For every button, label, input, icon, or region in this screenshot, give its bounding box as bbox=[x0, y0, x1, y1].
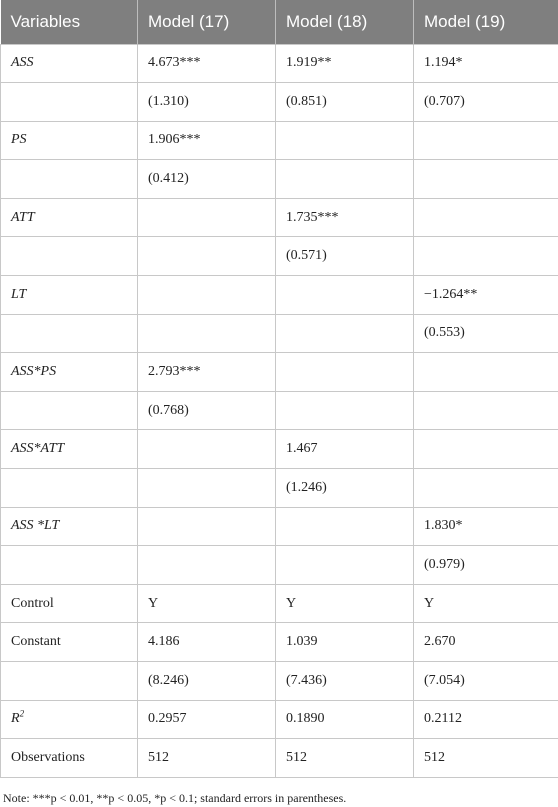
table-cell-model-17: 2.793*** bbox=[138, 353, 276, 392]
row-label bbox=[1, 121, 138, 160]
row-label-superscript: 2 bbox=[19, 708, 25, 719]
row-label bbox=[1, 584, 138, 623]
row-label-text: ASS*PS bbox=[11, 364, 57, 380]
row-label-text: Constant bbox=[11, 634, 61, 650]
table-cell-model-18: 0.1890 bbox=[276, 700, 414, 739]
row-label bbox=[1, 469, 138, 508]
table-row bbox=[1, 623, 558, 662]
table-row bbox=[1, 662, 558, 701]
row-label bbox=[1, 623, 138, 662]
table-row bbox=[1, 314, 558, 353]
table-cell-model-18 bbox=[276, 391, 414, 430]
table-body bbox=[1, 44, 558, 777]
row-label bbox=[1, 546, 138, 585]
row-label bbox=[1, 44, 138, 83]
table-cell-model-18: 1.919** bbox=[276, 44, 414, 83]
table-cell-model-19: 512 bbox=[414, 739, 558, 778]
table-cell-model-18: 1.039 bbox=[276, 623, 414, 662]
row-label bbox=[1, 160, 138, 199]
table-cell-model-18: (1.246) bbox=[276, 469, 414, 508]
table-cell-model-17 bbox=[138, 314, 276, 353]
table-cell-model-18 bbox=[276, 160, 414, 199]
row-label bbox=[1, 507, 138, 546]
table-cell-model-18 bbox=[276, 314, 414, 353]
row-label bbox=[1, 314, 138, 353]
table-row bbox=[1, 44, 558, 83]
table-cell-model-19: Y bbox=[414, 584, 558, 623]
table-cell-model-17 bbox=[138, 469, 276, 508]
row-label bbox=[1, 276, 138, 315]
table-cell-model-19 bbox=[414, 391, 558, 430]
row-label-text: Control bbox=[11, 595, 54, 611]
table-row bbox=[1, 121, 558, 160]
table-row bbox=[1, 584, 558, 623]
header-row bbox=[1, 0, 558, 44]
row-label bbox=[1, 83, 138, 122]
table-cell-model-17: 0.2957 bbox=[138, 700, 276, 739]
table-row bbox=[1, 700, 558, 739]
table-cell-model-17: 4.186 bbox=[138, 623, 276, 662]
table-row bbox=[1, 469, 558, 508]
table-cell-model-19 bbox=[414, 469, 558, 508]
table-cell-model-19 bbox=[414, 121, 558, 160]
table-cell-model-19 bbox=[414, 198, 558, 237]
table-cell-model-17 bbox=[138, 507, 276, 546]
row-label-text: ASS *LT bbox=[11, 518, 60, 534]
table-cell-model-19: 1.194* bbox=[414, 44, 558, 83]
row-label bbox=[1, 198, 138, 237]
table-cell-model-19: 2.670 bbox=[414, 623, 558, 662]
row-label-text: PS bbox=[11, 132, 27, 148]
table-cell-model-17: 512 bbox=[138, 739, 276, 778]
table-row bbox=[1, 739, 558, 778]
table-cell-model-19: (7.054) bbox=[414, 662, 558, 701]
table-row bbox=[1, 353, 558, 392]
table-row bbox=[1, 237, 558, 276]
row-label-text: ASS*ATT bbox=[11, 441, 65, 457]
row-label bbox=[1, 662, 138, 701]
table-row bbox=[1, 546, 558, 585]
row-label-text: LT bbox=[11, 286, 27, 302]
table-cell-model-18 bbox=[276, 121, 414, 160]
row-label bbox=[1, 700, 138, 739]
row-label bbox=[1, 353, 138, 392]
table-row bbox=[1, 430, 558, 469]
table-cell-model-19: (0.553) bbox=[414, 314, 558, 353]
table-cell-model-18: (7.436) bbox=[276, 662, 414, 701]
header-model-18: Model (18) bbox=[276, 0, 414, 44]
table-cell-model-19: 1.830* bbox=[414, 507, 558, 546]
table-cell-model-19 bbox=[414, 160, 558, 199]
table-cell-model-17 bbox=[138, 198, 276, 237]
table-cell-model-17: 1.906*** bbox=[138, 121, 276, 160]
table-cell-model-18: 1.735*** bbox=[276, 198, 414, 237]
table-cell-model-19 bbox=[414, 237, 558, 276]
table-cell-model-17: (0.412) bbox=[138, 160, 276, 199]
table-cell-model-18: Y bbox=[276, 584, 414, 623]
table-cell-model-17: Y bbox=[138, 584, 276, 623]
table-cell-model-17: (8.246) bbox=[138, 662, 276, 701]
row-label bbox=[1, 430, 138, 469]
table-row bbox=[1, 507, 558, 546]
table-cell-model-17: (0.768) bbox=[138, 391, 276, 430]
table-cell-model-19: −1.264** bbox=[414, 276, 558, 315]
table-cell-model-19 bbox=[414, 353, 558, 392]
table-cell-model-17: 4.673*** bbox=[138, 44, 276, 83]
table-cell-model-18 bbox=[276, 507, 414, 546]
row-label bbox=[1, 391, 138, 430]
row-label-text: R bbox=[11, 711, 20, 727]
table-cell-model-17 bbox=[138, 276, 276, 315]
table-cell-model-19 bbox=[414, 430, 558, 469]
row-label-text: ATT bbox=[11, 209, 35, 225]
header-model-19: Model (19) bbox=[414, 0, 558, 44]
table-note: Note: ***p < 0.01, **p < 0.05, *p < 0.1; standard errors in parentheses. bbox=[3, 791, 347, 805]
header-variables: Variables bbox=[1, 0, 138, 44]
row-label-text: ASS bbox=[11, 55, 34, 71]
table-cell-model-19: (0.979) bbox=[414, 546, 558, 585]
table-row bbox=[1, 83, 558, 122]
table-cell-model-18: (0.851) bbox=[276, 83, 414, 122]
table-cell-model-18: 512 bbox=[276, 739, 414, 778]
row-label bbox=[1, 739, 138, 778]
table-row bbox=[1, 198, 558, 237]
table-cell-model-17: (1.310) bbox=[138, 83, 276, 122]
table-cell-model-18 bbox=[276, 353, 414, 392]
row-label bbox=[1, 237, 138, 276]
table-cell-model-18 bbox=[276, 276, 414, 315]
table-cell-model-19: 0.2112 bbox=[414, 700, 558, 739]
table-row bbox=[1, 276, 558, 315]
table-cell-model-18 bbox=[276, 546, 414, 585]
header-model-17: Model (17) bbox=[138, 0, 276, 44]
row-label-text: Observations bbox=[11, 749, 85, 765]
table-cell-model-18: 1.467 bbox=[276, 430, 414, 469]
table-cell-model-19: (0.707) bbox=[414, 83, 558, 122]
table-cell-model-18: (0.571) bbox=[276, 237, 414, 276]
table-cell-model-17 bbox=[138, 430, 276, 469]
table-cell-model-17 bbox=[138, 546, 276, 585]
table-row bbox=[1, 391, 558, 430]
table-row bbox=[1, 160, 558, 199]
table-cell-model-17 bbox=[138, 237, 276, 276]
